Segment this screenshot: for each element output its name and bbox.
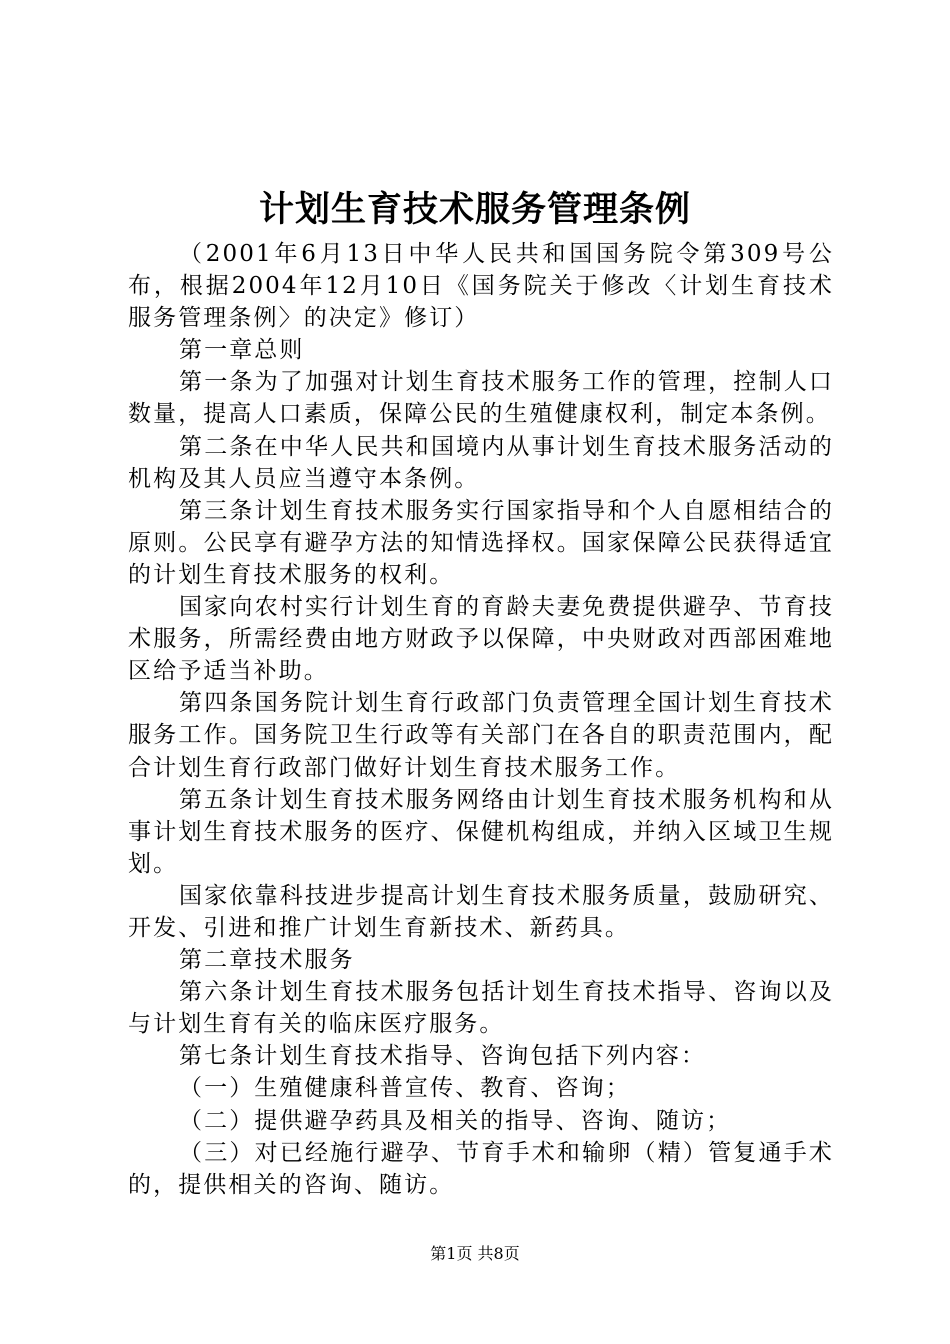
list-item: （二）提供避孕药具及相关的指导、咨询、随访； bbox=[179, 1107, 732, 1134]
chapter-heading: 第一章总则 bbox=[179, 337, 305, 364]
document-paragraph: 第四条国务院计划生育行政部门负责管理全国计划生育技术服务工作。国务院卫生行政等有关部门在各自的职责范围内，配合计划生育行政部门做好计划生育技术服务工作。 bbox=[128, 690, 834, 781]
document-paragraph: 第七条计划生育技术指导、咨询包括下列内容： bbox=[179, 1043, 707, 1070]
document-paragraph: 第五条计划生育技术服务网络由计划生育技术服务机构和从事计划生育技术服务的医疗、保健机构组成，并纳入区域卫生规划。 bbox=[128, 786, 834, 877]
document-paragraph: 第二条在中华人民共和国境内从事计划生育技术服务活动的机构及其人员应当遵守本条例。 bbox=[128, 433, 834, 492]
document-paragraph: 国家依靠科技进步提高计划生育技术服务质量，鼓励研究、开发、引进和推广计划生育新技术、新药具。 bbox=[128, 882, 834, 941]
document-body bbox=[128, 238, 834, 1201]
list-item: （三）对已经施行避孕、节育手术和输卵（精）管复通手术的，提供相关的咨询、随访。 bbox=[128, 1139, 834, 1198]
document-paragraph: 第一条为了加强对计划生育技术服务工作的管理，控制人口数量，提高人口素质，保障公民的生殖健康权利，制定本条例。 bbox=[128, 369, 834, 428]
document-paragraph: 国家向农村实行计划生育的育龄夫妻免费提供避孕、节育技术服务，所需经费由地方财政予以保障，中央财政对西部困难地区给予适当补助。 bbox=[128, 594, 834, 685]
document-title: 计划生育技术服务管理条例 bbox=[258, 189, 691, 230]
document-paragraph: 第六条计划生育技术服务包括计划生育技术指导、咨询以及与计划生育有关的临床医疗服务。 bbox=[128, 979, 834, 1038]
chapter-heading: 第二章技术服务 bbox=[179, 947, 355, 974]
list-item: （一）生殖健康科普宣传、教育、咨询； bbox=[179, 1075, 631, 1102]
document-paragraph: 第三条计划生育技术服务实行国家指导和个人自愿相结合的原则。公民享有避孕方法的知情选择权。国家保障公民获得适宜的计划生育技术服务的权利。 bbox=[128, 497, 834, 588]
page-number-footer: 第1页 共8页 bbox=[430, 1244, 520, 1263]
document-paragraph: （2001年6月13日中华人民共和国国务院令第309号公布，根据2004年12月10日《国务院关于修改〈计划生育技术服务管理条例〉的决定》修订） bbox=[128, 241, 834, 332]
